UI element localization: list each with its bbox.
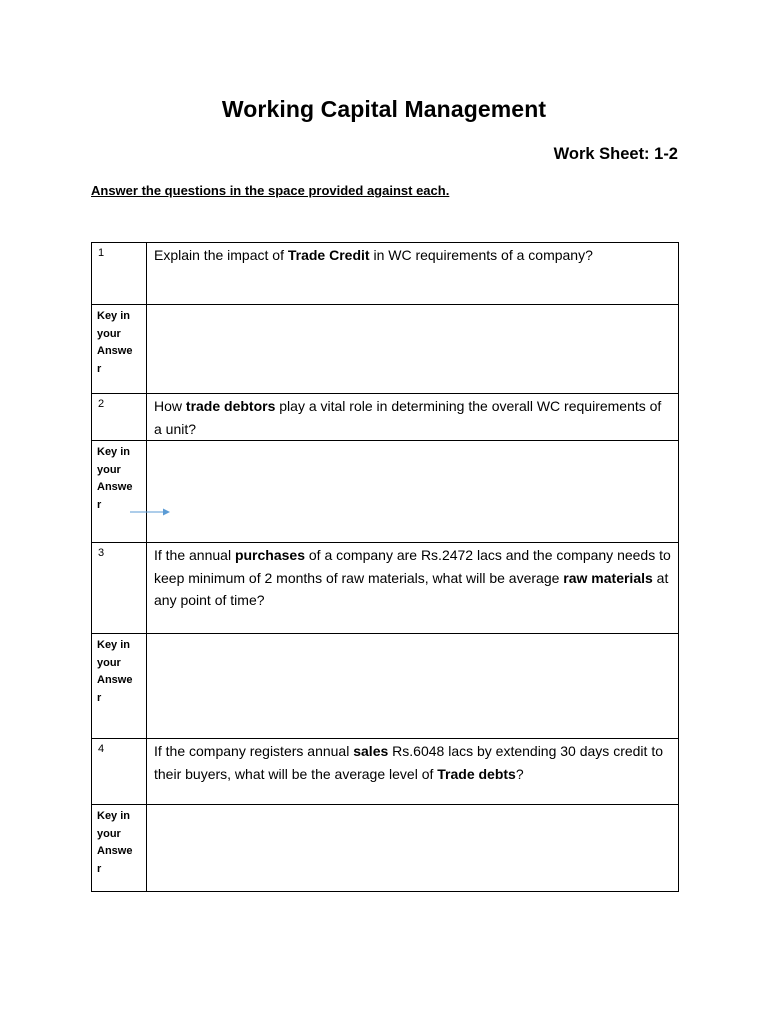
question-text-emphasis: sales [353, 743, 389, 759]
answer-field[interactable] [147, 634, 679, 739]
question-number: 4 [92, 739, 147, 805]
question-text-segment: of a company are Rs.2472 lacs and the company needs to keep minimum of 2 months of raw materials, what will be average [154, 547, 671, 586]
answer-row [92, 441, 679, 543]
answer-row [92, 634, 679, 739]
worksheet-number: Work Sheet: 1-2 [553, 145, 678, 163]
question-text-segment: in WC requirements of a company? [369, 247, 593, 263]
key-in-answer-label [92, 805, 147, 892]
key-label-line: your [97, 327, 121, 340]
question-text-emphasis: Trade debts [437, 765, 516, 782]
key-label-line: r [97, 498, 102, 511]
key-label-line: r [97, 862, 102, 875]
key-label-line: Answe [97, 345, 133, 357]
arrow-icon [130, 507, 170, 517]
question-number: 1 [92, 243, 147, 305]
answer-field[interactable] [147, 805, 679, 892]
question-text-segment: Explain the impact of [154, 247, 288, 263]
key-label-line: r [97, 362, 102, 375]
answer-field[interactable] [147, 305, 679, 394]
answer-field[interactable] [147, 441, 679, 543]
question-text-emphasis: trade debtors [185, 398, 276, 414]
answer-row [92, 805, 679, 892]
question-text-segment: If the company registers annual [154, 743, 354, 759]
question-text-segment: How [154, 398, 186, 414]
question-row [92, 543, 679, 634]
question-text [147, 543, 679, 634]
key-label-line: Answe [97, 845, 133, 857]
key-in-answer-label [92, 441, 147, 543]
question-text-segment: Rs.6048 lacs by extending 30 days credit to their buyers, what will be the average level of [154, 743, 663, 782]
key-label-line: your [97, 463, 121, 476]
key-label-line: Key in [97, 446, 131, 458]
key-in-answer-label [92, 634, 147, 739]
key-label-line: r [97, 691, 102, 704]
question-text [147, 739, 679, 805]
question-row [92, 739, 679, 805]
question-number: 3 [92, 543, 147, 634]
key-label-line: Answe [97, 674, 133, 686]
key-label-line: Key in [97, 810, 131, 822]
question-text [147, 243, 679, 305]
key-label-line: Key in [97, 310, 131, 322]
question-answer-table [91, 242, 679, 892]
question-text-segment: ? [515, 765, 524, 782]
key-label-line: your [97, 656, 121, 669]
answer-row [92, 305, 679, 394]
question-row [92, 243, 679, 305]
question-text [147, 394, 679, 441]
page-title: Working Capital Management [221, 96, 547, 122]
question-number: 2 [92, 394, 147, 441]
question-text-segment: If the annual [154, 547, 235, 563]
instructions: Answer the questions in the space provided against each. [91, 183, 450, 198]
question-text-segment: play a vital role in determining the overall WC requirements of a unit? [154, 398, 662, 437]
key-label-line: Key in [97, 639, 131, 651]
key-label-line: Answe [97, 481, 133, 493]
question-row [92, 394, 679, 441]
question-text-segment: at any point of time? [154, 569, 669, 608]
key-label-line: your [97, 827, 121, 840]
question-text-emphasis: raw materials [563, 569, 653, 586]
key-in-answer-label [92, 305, 147, 394]
question-text-emphasis: Trade Credit [287, 247, 370, 263]
question-text-emphasis: purchases [234, 547, 305, 563]
